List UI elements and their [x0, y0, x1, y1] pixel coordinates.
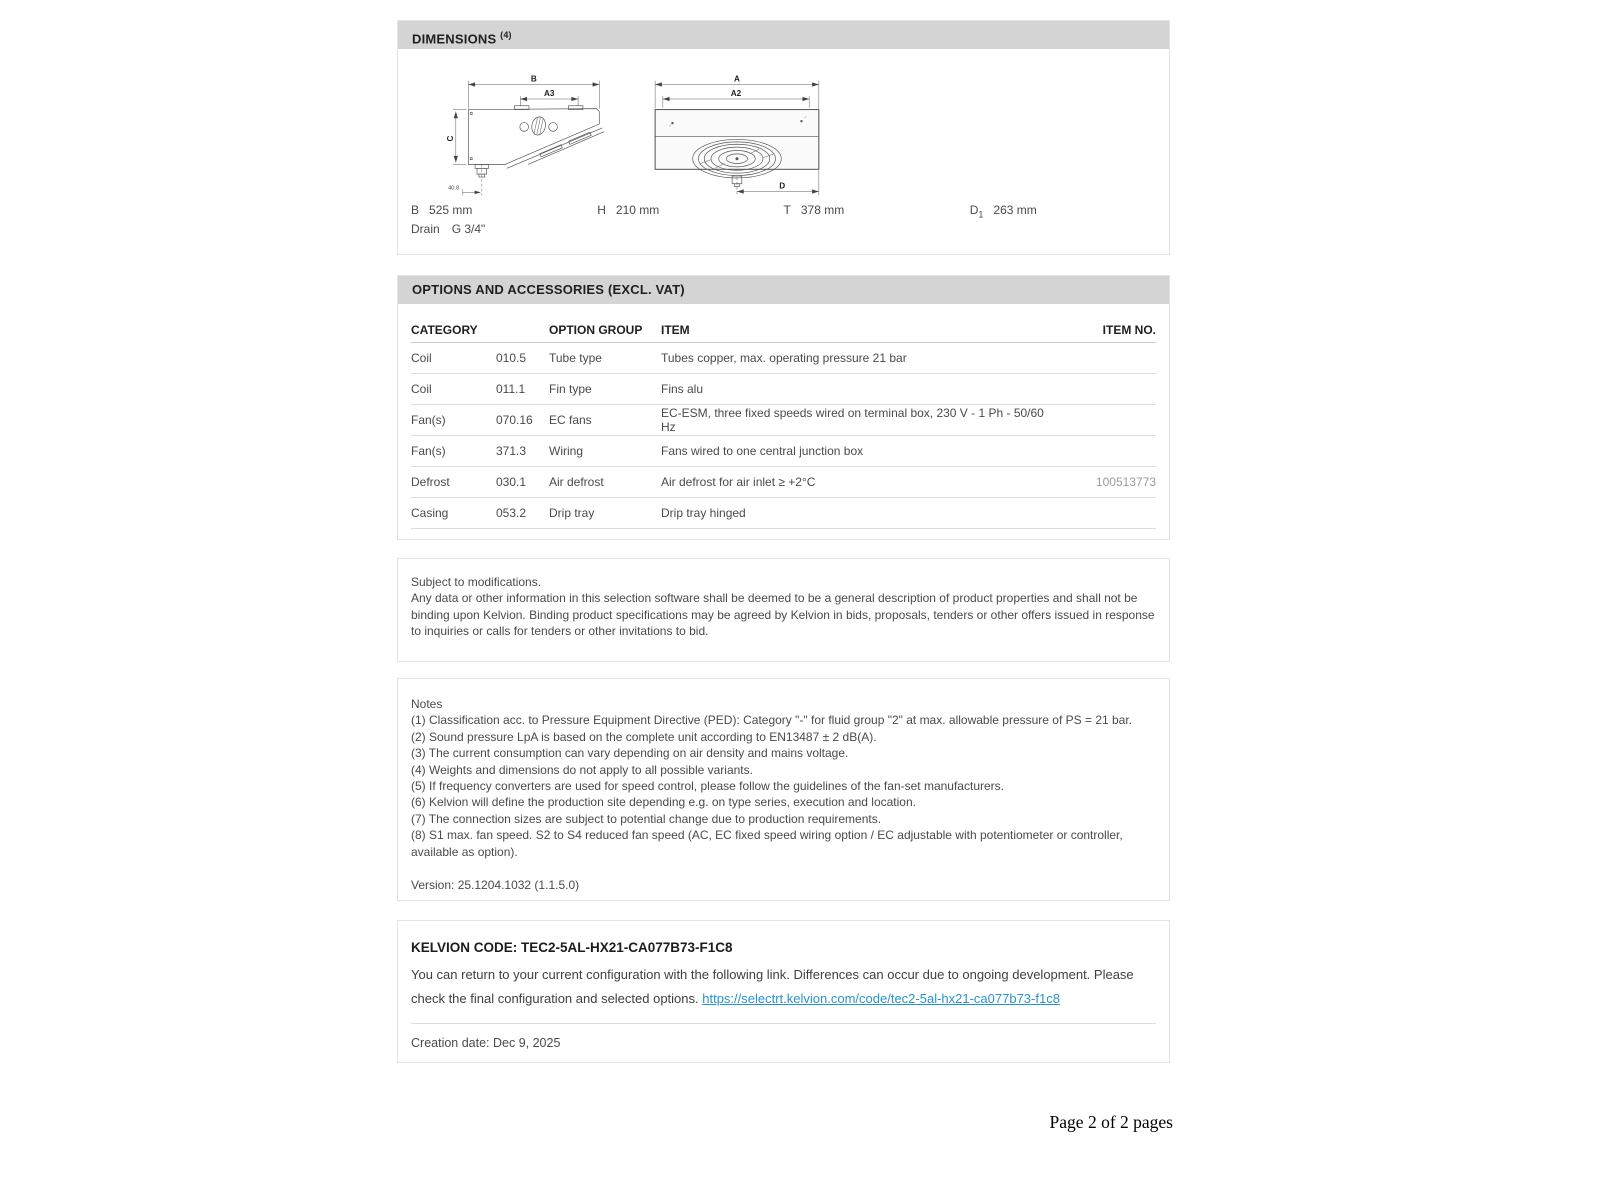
cell-category: Casing — [411, 506, 449, 520]
kelvion-code-body — [411, 963, 1156, 1011]
cell-category: Coil — [411, 382, 432, 396]
version-line: Version: 25.1204.1032 (1.1.5.0) — [411, 878, 580, 893]
dim-label-drain-offset: 40.8 — [448, 185, 460, 192]
cell-code: 010.5 — [496, 351, 527, 365]
dim-t: T 378 mm — [783, 203, 845, 217]
dim-h: H 210 mm — [597, 203, 660, 217]
note-line: (8) S1 max. fan speed. S2 to S4 reduced fan speed (AC, EC fixed speed wiring option / EC adjustable with potentiometer or controller, available as option). — [411, 828, 1123, 859]
options-table-header-row — [411, 318, 1156, 343]
col-item: ITEM — [661, 323, 690, 337]
note-line: (4) Weights and dimensions do not apply to all possible variants. — [411, 762, 753, 777]
options-table-row — [411, 343, 1156, 374]
options-table-row — [411, 498, 1156, 529]
options-table-row — [411, 436, 1156, 467]
options-table-row — [411, 467, 1156, 498]
creation-date: Creation date: Dec 9, 2025 — [411, 1036, 561, 1050]
note-line: (2) Sound pressure LpA is based on the complete unit according to EN13487 ± 2 dB(A). — [411, 729, 877, 744]
options-table-row — [411, 405, 1156, 436]
configuration-link[interactable]: https://selectrt.kelvion.com/code/tec2-5al-hx21-ca077b73-f1c8 — [702, 991, 1060, 1006]
kelvion-code-text: You can return to your current configuration with the following link. Differences can occur due to ongoing development. Please check the final configuration and selected options. — [411, 967, 1134, 1006]
disclaimer-section — [397, 558, 1170, 662]
note-line: (1) Classification acc. to Pressure Equipment Directive (PED): Category "-" for fluid group "2" at max. allowable pressure of PS = 21 bar. — [411, 713, 1133, 728]
page-number: Page 2 of 2 pages — [1049, 1112, 1173, 1132]
cell-item: EC-ESM, three fixed speeds wired on terminal box, 230 V - 1 Ph - 50/60 Hz — [661, 406, 1044, 434]
notes-title: Notes — [411, 697, 443, 711]
cell-item: Drip tray hinged — [661, 506, 746, 520]
dim-label-A: A — [734, 74, 740, 84]
cell-code: 371.3 — [496, 444, 527, 458]
cell-code: 070.16 — [496, 413, 533, 427]
cell-code: 030.1 — [496, 475, 527, 489]
col-item-no: ITEM NO. — [1102, 323, 1156, 337]
cell-category: Fan(s) — [411, 444, 446, 458]
kelvion-code-title: KELVION CODE: TEC2-5AL-HX21-CA077B73-F1C8 — [411, 940, 733, 955]
cell-option-group: EC fans — [549, 413, 592, 427]
cell-code: 011.1 — [496, 382, 526, 396]
kelvion-code-section — [397, 920, 1170, 1063]
cell-option-group: Tube type — [549, 351, 602, 365]
cell-item: Fans wired to one central junction box — [661, 444, 864, 458]
dim-label-A3: A3 — [543, 89, 555, 99]
dim-b: B 525 mm — [411, 203, 473, 217]
dimensions-section-header — [398, 21, 1169, 49]
kelvion-divider — [411, 1023, 1156, 1024]
cell-item: Tubes copper, max. operating pressure 21 bar — [661, 351, 907, 365]
note-line: (3) The current consumption can vary depending on air density and mains voltage. — [411, 746, 849, 761]
cell-category: Fan(s) — [411, 413, 446, 427]
cell-item-no: 100513773 — [1095, 475, 1156, 489]
drain-row: Drain G 3/4" — [411, 222, 486, 236]
note-line: (5) If frequency converters are used for speed control, please follow the guidelines of the fan-set manufacturers. — [411, 779, 1004, 794]
notes-section — [397, 678, 1170, 901]
dim-label-A2: A2 — [730, 89, 742, 99]
dimension-values-row — [411, 203, 1156, 219]
cell-option-group: Air defrost — [549, 475, 604, 489]
dimensions-title: DIMENSIONS — [412, 31, 497, 47]
note-line: (7) The connection sizes are subject to potential change due to production requirements. — [411, 811, 882, 826]
disclaimer-paragraph: Any data or other information in this selection software shall be deemed to be a general description of product properties and shall not be binding upon Kelvion. Binding product specifications may be agreed by Kelvion in bids, proposals, tenders or other offers issued in response to inquiries or calls for tenders or other invitations to bid. — [411, 591, 1155, 639]
dimensions-section — [397, 20, 1170, 255]
note-line: (6) Kelvion will define the production site depending e.g. on type series, execution and location. — [411, 795, 916, 810]
cell-item: Air defrost for air inlet ≥ +2°C — [661, 475, 816, 489]
fan-hub-icon — [530, 116, 547, 137]
cell-option-group: Wiring — [549, 444, 584, 458]
disclaimer-line1: Subject to modifications. — [411, 575, 542, 589]
dim-label-D: D — [779, 181, 786, 191]
front-view-drawing — [644, 73, 829, 203]
options-section — [397, 275, 1170, 540]
dimensions-title-footnote: (4) — [500, 30, 512, 40]
col-option-group: OPTION GROUP — [549, 323, 643, 337]
options-title: OPTIONS AND ACCESSORIES (EXCL. VAT) — [412, 282, 685, 297]
dim-d1: $D_1$ 263 mm — [969, 203, 1037, 220]
options-table-row — [411, 374, 1156, 405]
cell-option-group: Fin type — [549, 382, 592, 396]
cell-item: Fins alu — [661, 382, 704, 396]
cell-category: Defrost — [411, 475, 450, 489]
cell-option-group: Drip tray — [549, 506, 595, 520]
options-table — [411, 318, 1156, 529]
dim-label-C: C — [445, 135, 455, 142]
dim-label-B: B — [530, 74, 537, 84]
cell-code: 053.2 — [496, 506, 527, 520]
col-category: CATEGORY — [411, 323, 478, 337]
options-section-header — [398, 276, 1169, 304]
side-view-drawing — [444, 73, 614, 203]
cell-category: Coil — [411, 351, 432, 365]
